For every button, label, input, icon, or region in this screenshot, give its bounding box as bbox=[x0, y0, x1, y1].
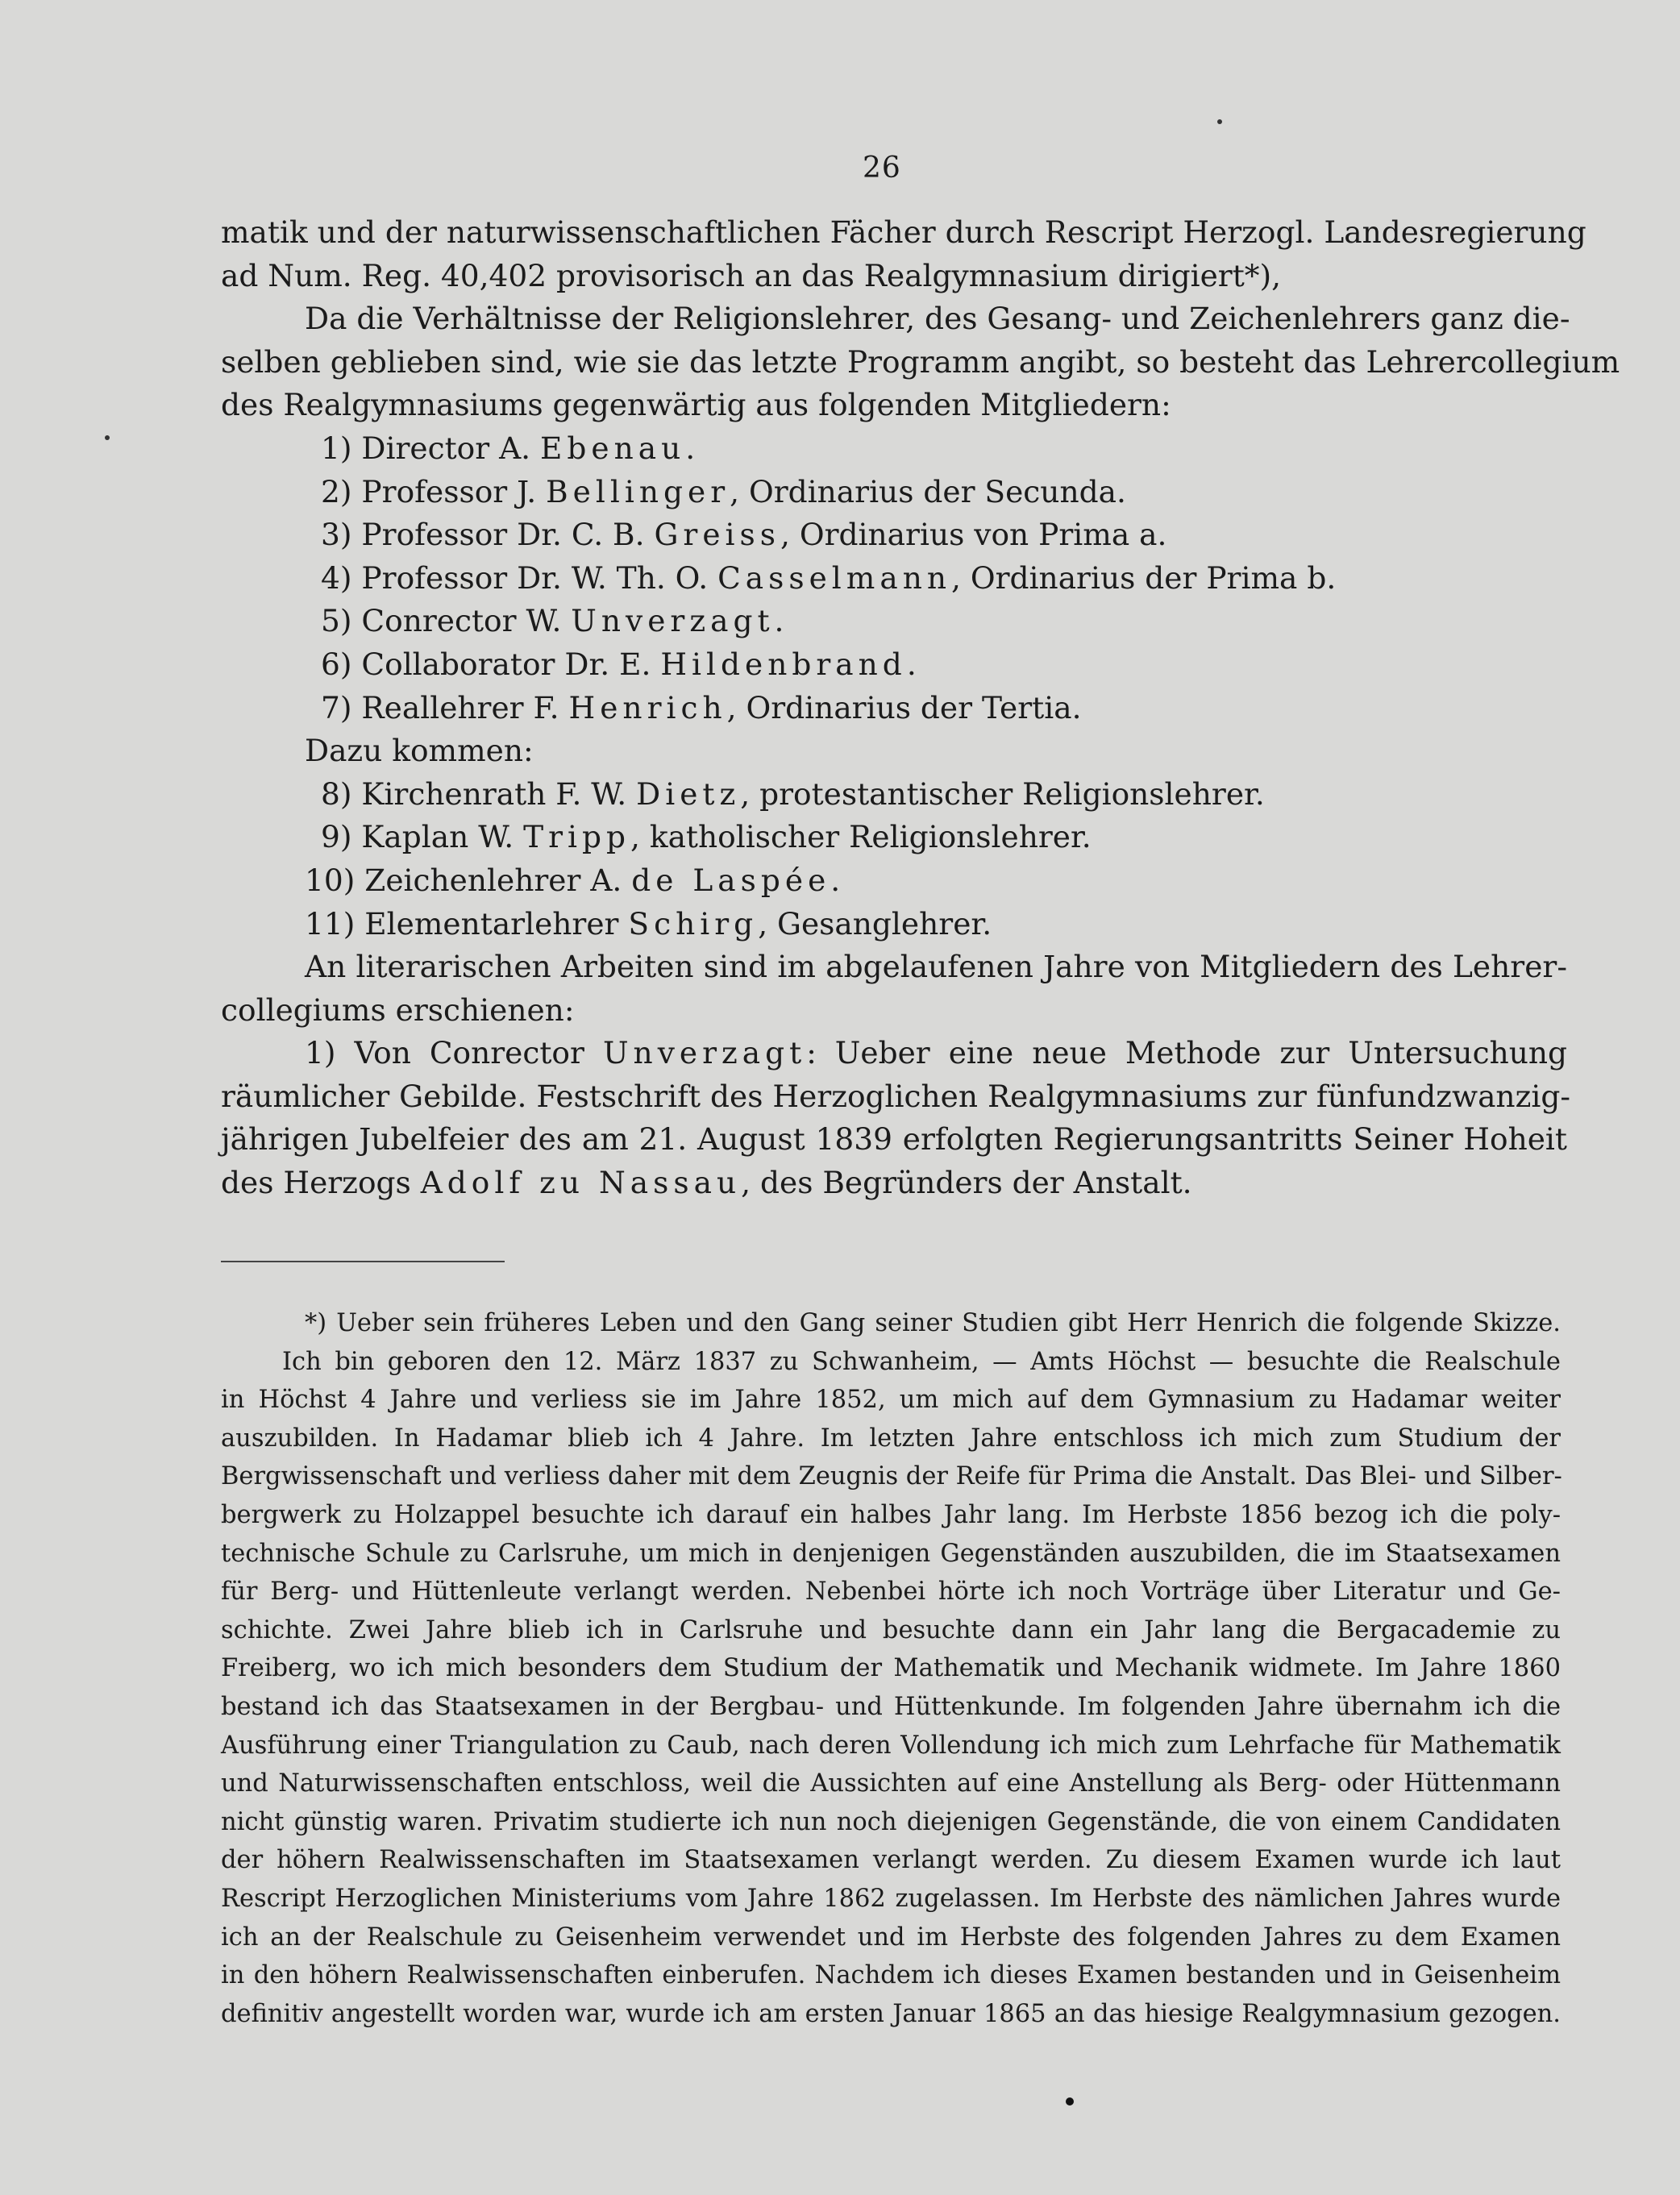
member-title: Professor J. bbox=[361, 473, 537, 509]
footnote-line: und Naturwissenschaften entschloss, weil die Aussichten auf eine Anstellung als Berg- oder Hüttenmann bbox=[221, 1769, 1561, 1798]
member-entry bbox=[221, 859, 1567, 903]
entry-number: 11) bbox=[305, 905, 356, 942]
member-entry bbox=[221, 903, 1567, 946]
member-title: Elementarlehrer bbox=[364, 905, 619, 942]
member-entry bbox=[221, 513, 1567, 557]
member-role: . bbox=[774, 603, 784, 639]
member-role: , Gesanglehrer. bbox=[758, 905, 992, 942]
text-line: matik und der naturwissenschaftlichen Fächer durch Rescript Herzogl. Landesregierung bbox=[221, 214, 1586, 250]
footnote-line: in den höhern Realwissenschaften einberufen. Nachdem ich dieses Examen bestanden und in Geisenheim bbox=[221, 1961, 1561, 1990]
member-name: Henrich bbox=[568, 689, 727, 725]
member-title: Kirchenrath F. W. bbox=[361, 775, 627, 812]
member-role: , Ordinarius von Prima a. bbox=[780, 517, 1167, 553]
text-line: collegiums erschienen: bbox=[221, 991, 575, 1028]
member-entry bbox=[221, 471, 1567, 514]
footnote-line: technische Schule zu Carlsruhe, um mich in denjenigen Gegenständen auszubilden, die im Staatsexamen bbox=[221, 1539, 1561, 1568]
entry-number: 10) bbox=[305, 862, 356, 898]
footnote-rule bbox=[221, 1261, 505, 1262]
member-title: Conrector W. bbox=[361, 603, 562, 639]
entry-number: 8) bbox=[321, 775, 352, 812]
main-text bbox=[221, 211, 1620, 1205]
publication-author: Unverzagt bbox=[602, 1035, 807, 1071]
member-entry bbox=[221, 773, 1567, 817]
member-title: Professor Dr. W. Th. O. bbox=[361, 559, 709, 596]
member-name: Hildenbrand bbox=[660, 646, 907, 682]
ink-speck bbox=[1217, 119, 1222, 124]
member-entry bbox=[221, 816, 1567, 859]
footnote bbox=[221, 1304, 1561, 2033]
text-fragment: des Herzogs bbox=[221, 1165, 411, 1201]
text-fragment: , des Begründers der Anstalt. bbox=[741, 1165, 1192, 1201]
text-line: räumlicher Gebilde. Festschrift des Herzoglichen Realgymnasiums zur fünfundzwanzig- bbox=[221, 1078, 1571, 1114]
footnote-line: Rescript Herzoglichen Ministeriums vom Jahre 1862 zugelassen. Im Herbste des nämlichen Jahres wurde bbox=[221, 1884, 1561, 1913]
member-name: Unverzagt bbox=[571, 603, 775, 639]
member-role: , protestantischer Religionslehrer. bbox=[740, 775, 1265, 812]
footnote-line: Bergwissenschaft und verliess daher mit dem Zeugnis der Reife für Prima die Anstalt. Das Blei- und Silber- bbox=[221, 1462, 1562, 1491]
entry-number: 3) bbox=[321, 517, 352, 553]
footnote-line: *) Ueber sein früheres Leben und den Gang seiner Studien gibt Herr Henrich die folgende Skizze. bbox=[305, 1309, 1561, 1337]
member-name: Casselmann bbox=[717, 559, 952, 596]
member-title: Reallehrer F. bbox=[361, 689, 559, 725]
footnote-line: definitiv angestellt worden war, wurde ich am ersten Januar 1865 an das hiesige Realgymnasium gezogen. bbox=[221, 1999, 1561, 2028]
entry-number: 9) bbox=[321, 819, 352, 855]
footnote-line: schichte. Zwei Jahre blieb ich in Carlsruhe und besuchte dann ein Jahr lang die Bergacademie zu bbox=[221, 1615, 1561, 1644]
entry-number: 5) bbox=[321, 603, 352, 639]
footnote-line: Freiberg, wo ich mich besonders dem Studium der Mathematik und Mechanik widmete. Im Jahre 1860 bbox=[221, 1654, 1561, 1683]
member-name: Bellinger bbox=[546, 473, 730, 509]
ink-speck bbox=[105, 435, 110, 440]
member-role: , Ordinarius der Secunda. bbox=[730, 473, 1126, 509]
text-line: An literarischen Arbeiten sind im abgelaufenen Jahre von Mitgliedern des Lehrer- bbox=[305, 949, 1567, 985]
footnote-line: der höhern Realwissenschaften im Staatsexamen verlangt werden. Zu diesem Examen wurde ich laut bbox=[221, 1846, 1561, 1875]
member-name: Greiss bbox=[654, 517, 781, 553]
member-title: Professor Dr. C. B. bbox=[361, 517, 645, 553]
member-name: Tripp bbox=[523, 819, 631, 855]
ink-dot bbox=[1066, 2097, 1074, 2106]
text-line: selben geblieben sind, wie sie das letzte Programm angibt, so besteht das Lehrercollegium bbox=[221, 343, 1620, 380]
entry-number: 2) bbox=[321, 473, 352, 509]
member-role: , katholischer Religionslehrer. bbox=[630, 819, 1092, 855]
text-line: jährigen Jubelfeier des am 21. August 1839 erfolgten Regierungsantritts Seiner Hoheit bbox=[221, 1121, 1567, 1158]
footnote-line: für Berg- und Hüttenleute verlangt werden. Nebenbei hörte ich noch Vorträge über Literatur und Ge- bbox=[221, 1578, 1561, 1607]
member-entry bbox=[221, 687, 1567, 730]
entry-number: 1) bbox=[305, 1035, 336, 1071]
member-name: Schirg bbox=[628, 905, 759, 942]
footnote-line: in Höchst 4 Jahre und verliess sie im Jahre 1852, um mich auf dem Gymnasium zu Hadamar weiter bbox=[221, 1386, 1561, 1415]
footnote-line: nicht günstig waren. Privatim studierte ich nun noch diejenigen Gegenstände, die von einem Candidaten bbox=[221, 1807, 1561, 1836]
footnote-line: Ausführung einer Triangulation zu Caub, nach deren Vollendung ich mich zum Lehrfache für Mathematik bbox=[221, 1731, 1561, 1760]
entry-number: 6) bbox=[321, 646, 352, 682]
entry-number: 4) bbox=[321, 559, 352, 596]
person-name: Adolf zu Nassau bbox=[420, 1165, 742, 1201]
member-role: . bbox=[685, 430, 696, 466]
publication-title: : Ueber eine neue Methode zur Untersuchung bbox=[806, 1035, 1568, 1071]
member-name: Dietz bbox=[636, 775, 741, 812]
dazu-kommen: Dazu kommen: bbox=[305, 733, 534, 769]
text-line bbox=[221, 1162, 1567, 1205]
footnote-line: auszubilden. In Hadamar blieb ich 4 Jahre. Im letzten Jahre entschloss ich mich zum Studium der bbox=[221, 1424, 1561, 1453]
publication-prefix: Von Conrector bbox=[354, 1035, 584, 1071]
member-title: Director A. bbox=[361, 430, 531, 466]
text-line: des Realgymnasiums gegenwärtig aus folgenden Mitgliedern: bbox=[221, 387, 1171, 423]
member-entry bbox=[221, 643, 1567, 687]
member-name: Ebenau bbox=[540, 430, 686, 466]
member-role: , Ordinarius der Tertia. bbox=[726, 689, 1082, 725]
footnote-line: bergwerk zu Holzappel besuchte ich darauf ein halbes Jahr lang. Im Herbste 1856 bezog ich die poly- bbox=[221, 1500, 1561, 1529]
member-role: , Ordinarius der Prima b. bbox=[951, 559, 1337, 596]
footnote-line: ich an der Realschule zu Geisenheim verwendet und im Herbste des folgenden Jahres zu dem Examen bbox=[221, 1923, 1561, 1952]
member-name: de Laspée bbox=[631, 862, 831, 898]
member-title: Zeichenlehrer A. bbox=[364, 862, 622, 898]
page-number: 26 bbox=[863, 152, 901, 185]
footnote-line: bestand ich das Staatsexamen in der Bergbau- und Hüttenkunde. Im folgenden Jahre übernahm ich die bbox=[221, 1692, 1561, 1721]
member-title: Kaplan W. bbox=[361, 819, 514, 855]
member-entry bbox=[221, 427, 1567, 471]
member-role: . bbox=[830, 862, 841, 898]
member-entry bbox=[221, 600, 1567, 643]
publication-entry bbox=[221, 1032, 1567, 1075]
entry-number: 1) bbox=[321, 430, 352, 466]
text-line: Da die Verhältnisse der Religionslehrer, des Gesang- und Zeichenlehrers ganz die- bbox=[305, 301, 1570, 337]
footnote-line: Ich bin geboren den 12. März 1837 zu Schwanheim, — Amts Höchst — besuchte die Realschule bbox=[282, 1347, 1561, 1376]
member-role: . bbox=[906, 646, 917, 682]
entry-number: 7) bbox=[321, 689, 352, 725]
member-title: Collaborator Dr. E. bbox=[361, 646, 651, 682]
member-entry bbox=[221, 557, 1567, 601]
text-line: ad Num. Reg. 40,402 provisorisch an das Realgymnasium dirigiert*), bbox=[221, 257, 1282, 293]
